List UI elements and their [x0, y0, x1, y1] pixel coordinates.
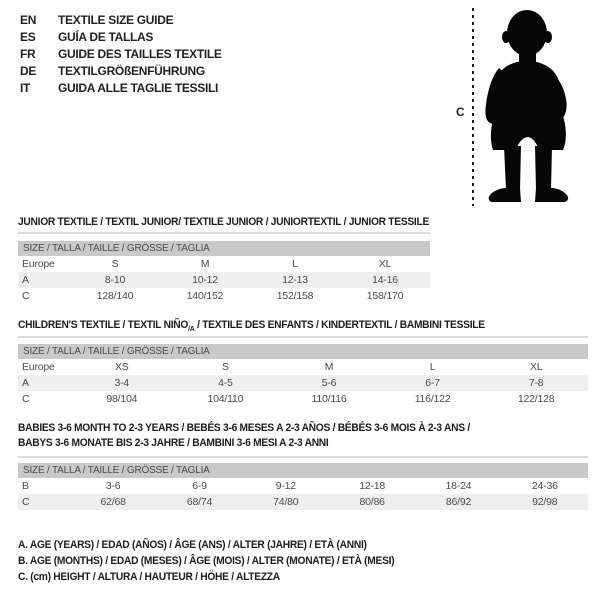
children-size-header-bar — [18, 344, 588, 359]
language-title: GUÍA DE TALLAS — [58, 30, 154, 44]
cell: 158/170 — [366, 290, 404, 302]
row-label: C — [22, 290, 30, 302]
cell: 86/92 — [445, 496, 472, 508]
junior-row-europe — [18, 256, 430, 272]
row-label: A — [22, 377, 29, 389]
cell: 10-12 — [192, 274, 218, 286]
junior-table-top-rule — [18, 232, 430, 234]
cell: L — [292, 258, 298, 270]
cell: 80/86 — [359, 496, 385, 508]
language-row-en — [20, 12, 222, 29]
cell: S — [221, 361, 229, 373]
junior-size-header-bar — [18, 241, 430, 256]
cell: 9-12 — [275, 480, 296, 492]
babies-row-b — [18, 478, 588, 494]
row-label: C — [22, 393, 30, 405]
babies-row-c — [18, 494, 588, 510]
babies-section-title-line1: BABIES 3-6 MONTH TO 2-3 YEARS / BEBÉS 3-6 MESES A 2-3 AÑOS / BÉBÉS 3-6 MOIS À 2-3 ANS / — [18, 422, 470, 434]
cell: L — [429, 361, 436, 373]
height-measure-label: C — [456, 105, 465, 119]
cell: M — [200, 258, 210, 270]
cell: 62/68 — [100, 496, 126, 508]
cell: 24-36 — [531, 480, 558, 492]
language-code: DE — [20, 64, 37, 78]
size-header-text: SIZE / TALLA / TAILLE / GRÖSSE / TAGLIA — [23, 242, 210, 254]
language-row-fr — [20, 46, 222, 63]
language-title: GUIDE DES TAILLES TEXTILE — [58, 47, 222, 61]
language-row-de — [20, 63, 222, 80]
language-row-es — [20, 29, 222, 46]
cell: XL — [529, 361, 543, 373]
cell: 68/74 — [186, 496, 213, 508]
children-table-top-rule — [18, 336, 588, 338]
cell: 140/152 — [186, 290, 224, 302]
cell: 12-18 — [359, 480, 386, 492]
cell: S — [111, 258, 119, 270]
cell: M — [324, 361, 334, 373]
size-header-text: SIZE / TALLA / TAILLE / GRÖSSE / TAGLIA — [23, 464, 210, 476]
cell: 6-9 — [192, 480, 207, 492]
size-header-text: SIZE / TALLA / TAILLE / GRÖSSE / TAGLIA — [23, 345, 210, 357]
language-code: EN — [20, 13, 37, 27]
row-label: Europe — [22, 361, 55, 373]
junior-section-title: JUNIOR TEXTILE / TEXTIL JUNIOR/ TEXTILE JUNIOR / JUNIORTEXTIL / JUNIOR TESSILE — [18, 216, 429, 228]
children-row-europe — [18, 359, 588, 375]
children-row-c — [18, 391, 588, 407]
cell: 18-24 — [445, 480, 472, 492]
cell: 5-6 — [321, 377, 337, 389]
cell: XS — [114, 361, 129, 373]
language-code: IT — [20, 81, 31, 95]
cell: 110/116 — [311, 393, 347, 405]
row-label: Europe — [22, 258, 55, 270]
cell: 7-8 — [528, 377, 544, 389]
cell: 116/122 — [414, 393, 451, 405]
legend-line-a: A. AGE (YEARS) / EDAD (AÑOS) / ÂGE (ANS) / ALTER (JAHRE) / ETÀ (ANNI) — [18, 539, 367, 551]
language-title: TEXTILGRÖßENFÜHRUNG — [58, 64, 205, 78]
cell: 8-10 — [104, 274, 126, 286]
babies-size-header-bar — [18, 463, 588, 478]
cell: 92/98 — [532, 496, 558, 508]
language-title: GUIDA ALLE TAGLIE TESSILI — [58, 81, 219, 95]
cell: 4-5 — [218, 377, 233, 389]
baby-silhouette — [483, 6, 573, 206]
cell: 3-4 — [114, 377, 130, 389]
height-dotted-line — [472, 8, 474, 206]
cell: 152/158 — [276, 290, 314, 302]
legend-line-b: B. AGE (MONTHS) / EDAD (MESES) / ÂGE (MOIS) / ALTER (MONATE) / ETÀ (MESI) — [18, 555, 395, 567]
row-label: A — [22, 274, 29, 286]
children-title-post: / TEXTILE DES ENFANTS / KINDERTEXTIL / BAMBINI TESSILE — [194, 319, 485, 331]
cell: 3-6 — [105, 480, 121, 492]
junior-row-a — [18, 272, 430, 288]
legend-line-c: C. (cm) HEIGHT / ALTURA / HAUTEUR / HÖHE / ALTEZZA — [18, 571, 280, 583]
babies-section-title-line2: BABYS 3-6 MONATE BIS 2-3 JAHRE / BAMBINI 3-6 MESI A 2-3 ANNI — [18, 437, 329, 449]
children-section-title — [18, 318, 485, 336]
cell: 98/104 — [106, 393, 138, 405]
children-title-sub: /A — [188, 324, 195, 334]
cell: 128/140 — [96, 290, 134, 302]
language-code: ES — [20, 30, 36, 44]
cell: 74/80 — [273, 496, 299, 508]
cell: 104/110 — [207, 393, 244, 405]
cell: 122/128 — [517, 393, 555, 405]
row-label: C — [22, 496, 30, 508]
cell: 12-13 — [282, 274, 308, 286]
language-code: FR — [20, 47, 36, 61]
cell: 6-7 — [425, 377, 440, 389]
row-label: B — [22, 480, 29, 492]
cell: XL — [378, 258, 392, 270]
language-list — [20, 12, 222, 97]
language-row-it — [20, 80, 222, 97]
junior-row-c — [18, 288, 430, 304]
babies-table-top-rule — [18, 456, 588, 458]
cell: 14-16 — [372, 274, 398, 286]
children-title-pre: CHILDREN'S TEXTILE / TEXTIL NIÑO — [18, 319, 189, 331]
children-row-a — [18, 375, 588, 391]
language-title: TEXTILE SIZE GUIDE — [58, 13, 174, 27]
